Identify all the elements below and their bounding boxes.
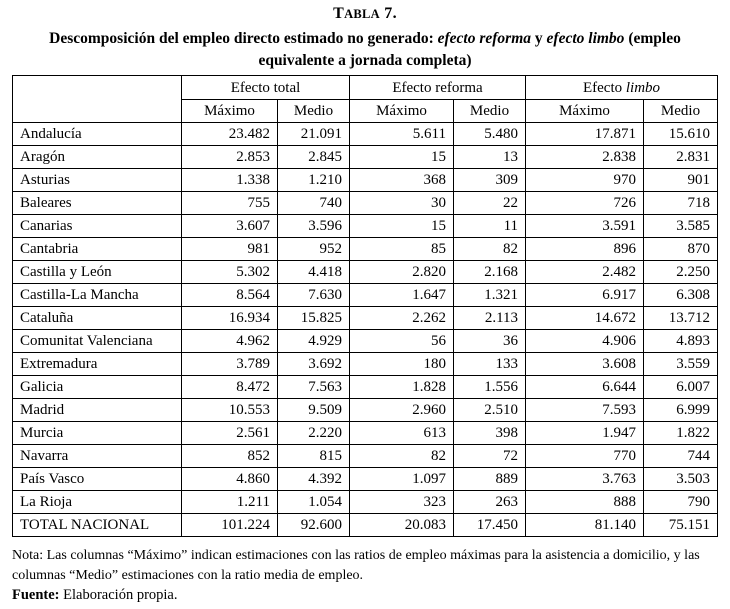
table-row: [13, 445, 718, 468]
value-cell: 2.831: [644, 146, 718, 169]
value-cell: 180: [350, 353, 454, 376]
table-row: [13, 215, 718, 238]
value-cell: 3.608: [526, 353, 644, 376]
value-cell: 6.917: [526, 284, 644, 307]
value-cell: 75.151: [644, 514, 718, 537]
value-cell: 6.999: [644, 399, 718, 422]
group-header-reforma: Efecto reforma: [350, 76, 526, 100]
region-name: Baleares: [13, 192, 182, 215]
value-cell: 1.210: [278, 169, 350, 192]
value-cell: 22: [454, 192, 526, 215]
table-note: Nota: Las columnas “Máximo” indican estimaciones con las ratios de empleo máximas para la asistencia a domicilio, y las columnas “Medio” estimaciones con la ratio media de empleo.: [12, 548, 700, 583]
value-cell: 23.482: [182, 123, 278, 146]
sub-header: Máximo: [182, 100, 278, 123]
value-cell: 896: [526, 238, 644, 261]
table-row: [13, 491, 718, 514]
region-name: Aragón: [13, 146, 182, 169]
source-line: [12, 587, 177, 604]
table-row: [13, 123, 718, 146]
value-cell: 6.644: [526, 376, 644, 399]
value-cell: 2.482: [526, 261, 644, 284]
value-cell: 1.211: [182, 491, 278, 514]
value-cell: 2.220: [278, 422, 350, 445]
value-cell: 101.224: [182, 514, 278, 537]
value-cell: 4.906: [526, 330, 644, 353]
value-cell: 3.692: [278, 353, 350, 376]
value-cell: 3.559: [644, 353, 718, 376]
table-row: [13, 468, 718, 491]
region-name: Castilla y León: [13, 261, 182, 284]
value-cell: 4.392: [278, 468, 350, 491]
value-cell: 14.672: [526, 307, 644, 330]
total-row: [13, 514, 718, 537]
table-row: [13, 261, 718, 284]
region-name: Comunitat Valenciana: [13, 330, 182, 353]
value-cell: 1.054: [278, 491, 350, 514]
value-cell: 1.321: [454, 284, 526, 307]
table-row: [13, 146, 718, 169]
value-cell: 8.472: [182, 376, 278, 399]
value-cell: 770: [526, 445, 644, 468]
group-header-row: [13, 76, 718, 100]
region-name: Madrid: [13, 399, 182, 422]
region-name: Murcia: [13, 422, 182, 445]
value-cell: 3.503: [644, 468, 718, 491]
value-cell: 3.596: [278, 215, 350, 238]
value-cell: 7.563: [278, 376, 350, 399]
value-cell: 3.789: [182, 353, 278, 376]
value-cell: 1.647: [350, 284, 454, 307]
region-name: Asturias: [13, 169, 182, 192]
sub-header: Medio: [454, 100, 526, 123]
table-label: [0, 5, 730, 23]
value-cell: 4.962: [182, 330, 278, 353]
value-cell: 889: [454, 468, 526, 491]
value-cell: 368: [350, 169, 454, 192]
source-label: Fuente:: [12, 587, 60, 603]
value-cell: 970: [526, 169, 644, 192]
table-body: [13, 123, 718, 537]
value-cell: 613: [350, 422, 454, 445]
value-cell: 2.510: [454, 399, 526, 422]
value-cell: 16.934: [182, 307, 278, 330]
value-cell: 15.610: [644, 123, 718, 146]
value-cell: 2.262: [350, 307, 454, 330]
value-cell: 2.820: [350, 261, 454, 284]
value-cell: 17.871: [526, 123, 644, 146]
value-cell: 6.308: [644, 284, 718, 307]
value-cell: 3.591: [526, 215, 644, 238]
region-name: Cataluña: [13, 307, 182, 330]
value-cell: 5.480: [454, 123, 526, 146]
value-cell: 1.828: [350, 376, 454, 399]
region-name: Andalucía: [13, 123, 182, 146]
value-cell: 4.418: [278, 261, 350, 284]
value-cell: 1.822: [644, 422, 718, 445]
value-cell: 870: [644, 238, 718, 261]
value-cell: 726: [526, 192, 644, 215]
region-name: TOTAL NACIONAL: [13, 514, 182, 537]
value-cell: 20.083: [350, 514, 454, 537]
value-cell: 15: [350, 215, 454, 238]
value-cell: 9.509: [278, 399, 350, 422]
value-cell: 901: [644, 169, 718, 192]
value-cell: 4.929: [278, 330, 350, 353]
value-cell: 4.893: [644, 330, 718, 353]
value-cell: 398: [454, 422, 526, 445]
table-label-first: T: [333, 5, 345, 22]
value-cell: 952: [278, 238, 350, 261]
table-row: [13, 169, 718, 192]
region-name: La Rioja: [13, 491, 182, 514]
table-row: [13, 399, 718, 422]
region-name: Canarias: [13, 215, 182, 238]
value-cell: 2.168: [454, 261, 526, 284]
value-cell: 10.553: [182, 399, 278, 422]
group-header-limbo: Efecto limbo: [526, 76, 718, 100]
value-cell: 13.712: [644, 307, 718, 330]
employment-table: [12, 75, 718, 537]
value-cell: 6.007: [644, 376, 718, 399]
table-title: Descomposición del empleo directo estimado no generado: efecto reforma y efecto limbo (empleo equivalente a jornada completa): [49, 30, 681, 69]
value-cell: 21.091: [278, 123, 350, 146]
value-cell: 13: [454, 146, 526, 169]
value-cell: 815: [278, 445, 350, 468]
table-row: [13, 307, 718, 330]
value-cell: 2.113: [454, 307, 526, 330]
value-cell: 3.585: [644, 215, 718, 238]
value-cell: 3.763: [526, 468, 644, 491]
value-cell: 755: [182, 192, 278, 215]
group-header-total: Efecto total: [182, 76, 350, 100]
value-cell: 82: [350, 445, 454, 468]
value-cell: 981: [182, 238, 278, 261]
value-cell: 2.853: [182, 146, 278, 169]
value-cell: 72: [454, 445, 526, 468]
table-row: [13, 376, 718, 399]
value-cell: 15: [350, 146, 454, 169]
value-cell: 263: [454, 491, 526, 514]
value-cell: 56: [350, 330, 454, 353]
value-cell: 17.450: [454, 514, 526, 537]
value-cell: 7.630: [278, 284, 350, 307]
value-cell: 852: [182, 445, 278, 468]
value-cell: 744: [644, 445, 718, 468]
table-row: [13, 330, 718, 353]
region-header: [13, 76, 182, 123]
region-name: Galicia: [13, 376, 182, 399]
sub-header: Máximo: [350, 100, 454, 123]
value-cell: 11: [454, 215, 526, 238]
region-name: Cantabria: [13, 238, 182, 261]
table-label-number: 7.: [380, 5, 397, 22]
value-cell: 5.611: [350, 123, 454, 146]
value-cell: 30: [350, 192, 454, 215]
sub-header: Máximo: [526, 100, 644, 123]
value-cell: 4.860: [182, 468, 278, 491]
value-cell: 92.600: [278, 514, 350, 537]
value-cell: 5.302: [182, 261, 278, 284]
value-cell: 2.960: [350, 399, 454, 422]
value-cell: 888: [526, 491, 644, 514]
value-cell: 309: [454, 169, 526, 192]
value-cell: 2.845: [278, 146, 350, 169]
value-cell: 740: [278, 192, 350, 215]
value-cell: 2.561: [182, 422, 278, 445]
table-label-rest: ABLA: [344, 7, 380, 21]
value-cell: 8.564: [182, 284, 278, 307]
value-cell: 1.338: [182, 169, 278, 192]
source-text: Elaboración propia.: [59, 587, 178, 603]
value-cell: 85: [350, 238, 454, 261]
table-row: [13, 284, 718, 307]
region-name: País Vasco: [13, 468, 182, 491]
value-cell: 36: [454, 330, 526, 353]
value-cell: 2.838: [526, 146, 644, 169]
region-name: Navarra: [13, 445, 182, 468]
value-cell: 2.250: [644, 261, 718, 284]
table-row: [13, 238, 718, 261]
region-name: Extremadura: [13, 353, 182, 376]
table-row: [13, 353, 718, 376]
value-cell: 3.607: [182, 215, 278, 238]
value-cell: 323: [350, 491, 454, 514]
value-cell: 1.947: [526, 422, 644, 445]
sub-header: Medio: [644, 100, 718, 123]
value-cell: 790: [644, 491, 718, 514]
table-row: [13, 422, 718, 445]
value-cell: 7.593: [526, 399, 644, 422]
value-cell: 15.825: [278, 307, 350, 330]
sub-header: Medio: [278, 100, 350, 123]
value-cell: 718: [644, 192, 718, 215]
region-name: Castilla-La Mancha: [13, 284, 182, 307]
value-cell: 133: [454, 353, 526, 376]
value-cell: 1.097: [350, 468, 454, 491]
value-cell: 81.140: [526, 514, 644, 537]
table-row: [13, 192, 718, 215]
value-cell: 82: [454, 238, 526, 261]
value-cell: 1.556: [454, 376, 526, 399]
